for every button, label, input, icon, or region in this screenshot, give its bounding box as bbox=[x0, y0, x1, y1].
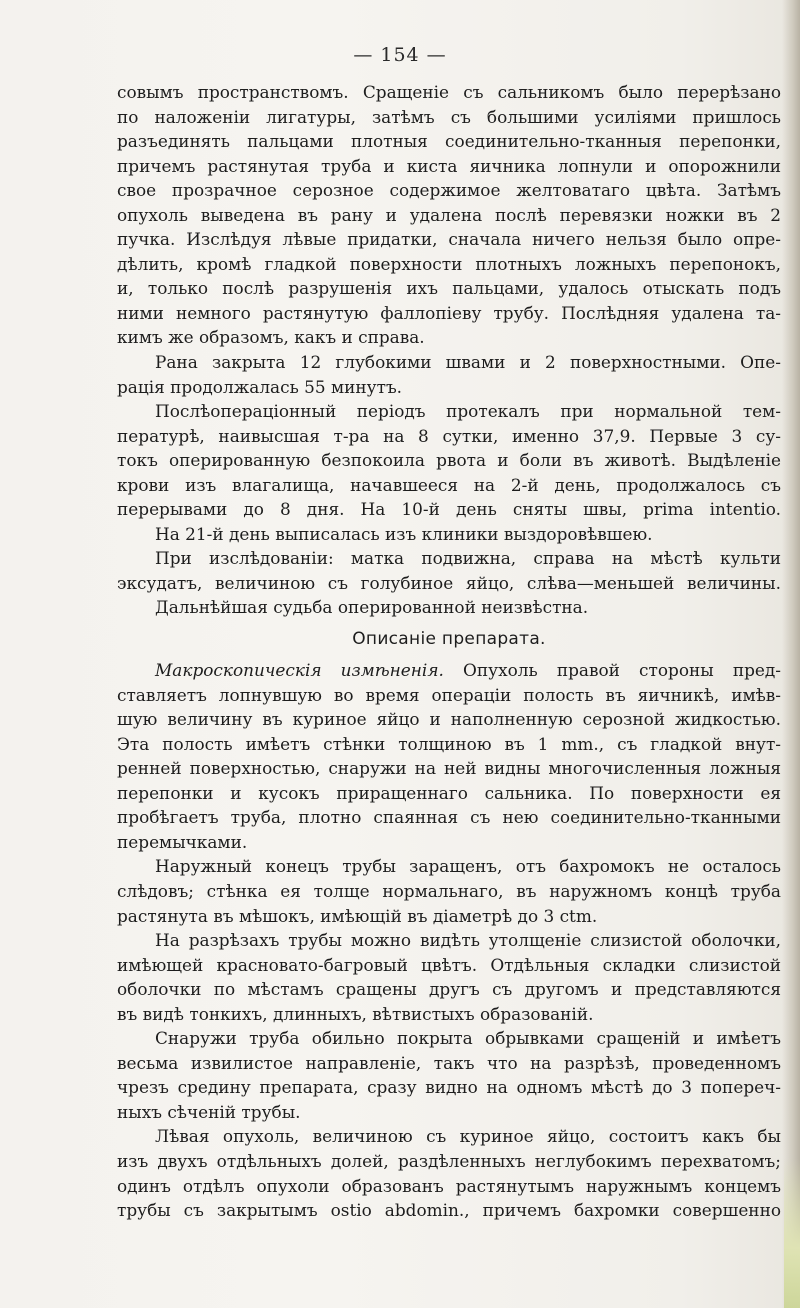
text-line: Послѣоперaціонный періодъ протекалъ при нормальной тем- bbox=[155, 401, 781, 422]
text-line: опухоль выведена въ рану и удалена послѣ перевязки ножки въ 2 bbox=[117, 204, 781, 225]
page-edge-stain bbox=[784, 1158, 800, 1308]
text-line: Дальнѣйшая судьба оперированной неизвѣстна. bbox=[155, 597, 589, 618]
text-line bbox=[117, 658, 781, 683]
text-line: пучка. Изслѣдуя лѣвые придатки, сначала ничего нельзя было опре- bbox=[117, 229, 781, 250]
text-line: перерывами до 8 дня. На 10-й день сняты швы, prima intentio. bbox=[117, 499, 781, 520]
text-line: ставляетъ лопнувшую во время операціи полость въ яичникѣ, имѣв- bbox=[117, 684, 781, 705]
text-line: совымъ пространствомъ. Сращеніе съ сальникомъ было перерѣзано bbox=[117, 82, 781, 102]
text-line: На 21-й день выписалась изъ клиники выздоровѣвшею. bbox=[155, 523, 653, 544]
text-line: рація продолжалась 55 минутъ. bbox=[117, 376, 403, 397]
text-line: оболочки по мѣстамъ сращены другъ съ другомъ и представляются bbox=[117, 979, 781, 1000]
page-edge-shadow bbox=[782, 0, 800, 1308]
text-run: Опухоль правой стороны пред- bbox=[443, 660, 781, 681]
text-line: и, только послѣ разрушенія ихъ пальцами, удалось отыскать подъ bbox=[117, 278, 781, 299]
text-line: эксудатъ, величиною съ голубиное яйцо, слѣва—меньшей величины. bbox=[117, 572, 781, 593]
text-line: въ видѣ тонкихъ, длинныхъ, вѣтвистыхъ образованій. bbox=[117, 1003, 594, 1024]
text-line: Снаружи труба обильно покрыта обрывками сращеній и имѣетъ bbox=[155, 1028, 781, 1049]
text-line: Эта полость имѣетъ стѣнки толщиною въ 1 mm., съ гладкой внут- bbox=[117, 733, 781, 754]
italic-lead: Макроскопическія измѣненія. bbox=[155, 660, 444, 681]
paragraph-9 bbox=[117, 1124, 781, 1222]
text-line: весьма извилистое направленіе, такъ что на разрѣзѣ, проведенномъ bbox=[117, 1052, 781, 1073]
text-line: разъединять пальцами плотныя соединительно-тканныя перепонки, bbox=[117, 131, 781, 152]
body-text bbox=[117, 80, 781, 1223]
text-line: шую величину въ куриное яйцо и наполненную серозной жидкостью. bbox=[117, 709, 781, 730]
text-line: токъ оперированную безпокоила рвота и боли въ животѣ. Выдѣленіе bbox=[117, 450, 781, 471]
text-line: ренней поверхностью, снаружи на ней видны многочисленныя ложныя bbox=[117, 758, 781, 779]
page-number: — 154 — bbox=[353, 44, 447, 66]
text-line: На разрѣзахъ трубы можно видѣть утолщеніе слизистой оболочки, bbox=[155, 930, 781, 951]
text-line: трубы съ закрытымъ ostio abdomin., причемъ бахромки совершенно bbox=[117, 1200, 781, 1221]
text-line: При изслѣдованіи: матка подвижна, справа на мѣстѣ культи bbox=[155, 548, 781, 569]
text-line: кимъ же образомъ, какъ и справа. bbox=[117, 327, 425, 348]
paragraph-6 bbox=[117, 854, 781, 928]
text-line: ныхъ сѣченій трубы. bbox=[117, 1101, 301, 1122]
text-line: растянута въ мѣшокъ, имѣющій въ діаметрѣ до 3 ctm. bbox=[117, 905, 598, 926]
paragraph-8 bbox=[117, 1026, 781, 1124]
text-line: пературѣ, наивысшая т-ра на 8 сутки, именно 37,9. Первые 3 су- bbox=[117, 425, 781, 446]
text-line: перепонки и кусокъ приращеннаго сальника. По поверхности ея bbox=[117, 782, 781, 803]
text-line: крови изъ влагалища, начавшееся на 2-й день, продолжалось съ bbox=[117, 474, 781, 495]
text-line: Наружный конецъ трубы заращенъ, отъ бахромокъ не осталось bbox=[155, 856, 781, 877]
paragraph-4 bbox=[117, 546, 781, 620]
paragraph-7 bbox=[117, 928, 781, 1026]
text-line: свое прозрачное серозное содержимое желтоватаго цвѣта. Затѣмъ bbox=[117, 180, 781, 201]
text-line: Лѣвая опухоль, величиною съ куриное яйцо, состоитъ какъ бы bbox=[155, 1126, 781, 1147]
paragraph-2 bbox=[117, 350, 781, 399]
text-line: ними немного растянутую фаллопіеву трубу. Послѣдняя удалена та- bbox=[117, 302, 781, 323]
text-line: по наложеніи лигатуры, затѣмъ съ большими усиліями пришлось bbox=[117, 106, 781, 127]
text-line: слѣдовъ; стѣнка ея толще нормальнаго, въ наружномъ концѣ труба bbox=[117, 880, 781, 901]
text-line: перемычками. bbox=[117, 831, 248, 852]
text-line: одинъ отдѣлъ опухоли образованъ растянутымъ наружнымъ концемъ bbox=[117, 1175, 781, 1196]
text-line: изъ двухъ отдѣльныхъ долей, раздѣленныхъ неглубокимъ перехватомъ; bbox=[117, 1150, 781, 1171]
paragraph-1 bbox=[117, 80, 781, 350]
text-line: пробѣгаетъ труба, плотно спаянная съ нею соединительно-тканными bbox=[117, 807, 781, 828]
text-line: Рана закрыта 12 глубокими швами и 2 поверхностными. Опе- bbox=[155, 352, 781, 373]
text-line: имѣющей красновато-багровый цвѣтъ. Отдѣльныя складки слизистой bbox=[117, 954, 781, 975]
text-line: чрезъ средину препарата, сразу видно на одномъ мѣстѣ до 3 попереч- bbox=[117, 1077, 781, 1098]
text-line: дѣлить, кромѣ гладкой поверхности плотныхъ ложныхъ перепонокъ, bbox=[117, 253, 781, 274]
paragraph-3 bbox=[117, 399, 781, 546]
text-line: причемъ растянутая труба и киста яичника лопнули и опорожнили bbox=[117, 155, 781, 176]
section-heading: Описаніе препарата. bbox=[352, 629, 546, 650]
paragraph-5 bbox=[117, 658, 781, 854]
